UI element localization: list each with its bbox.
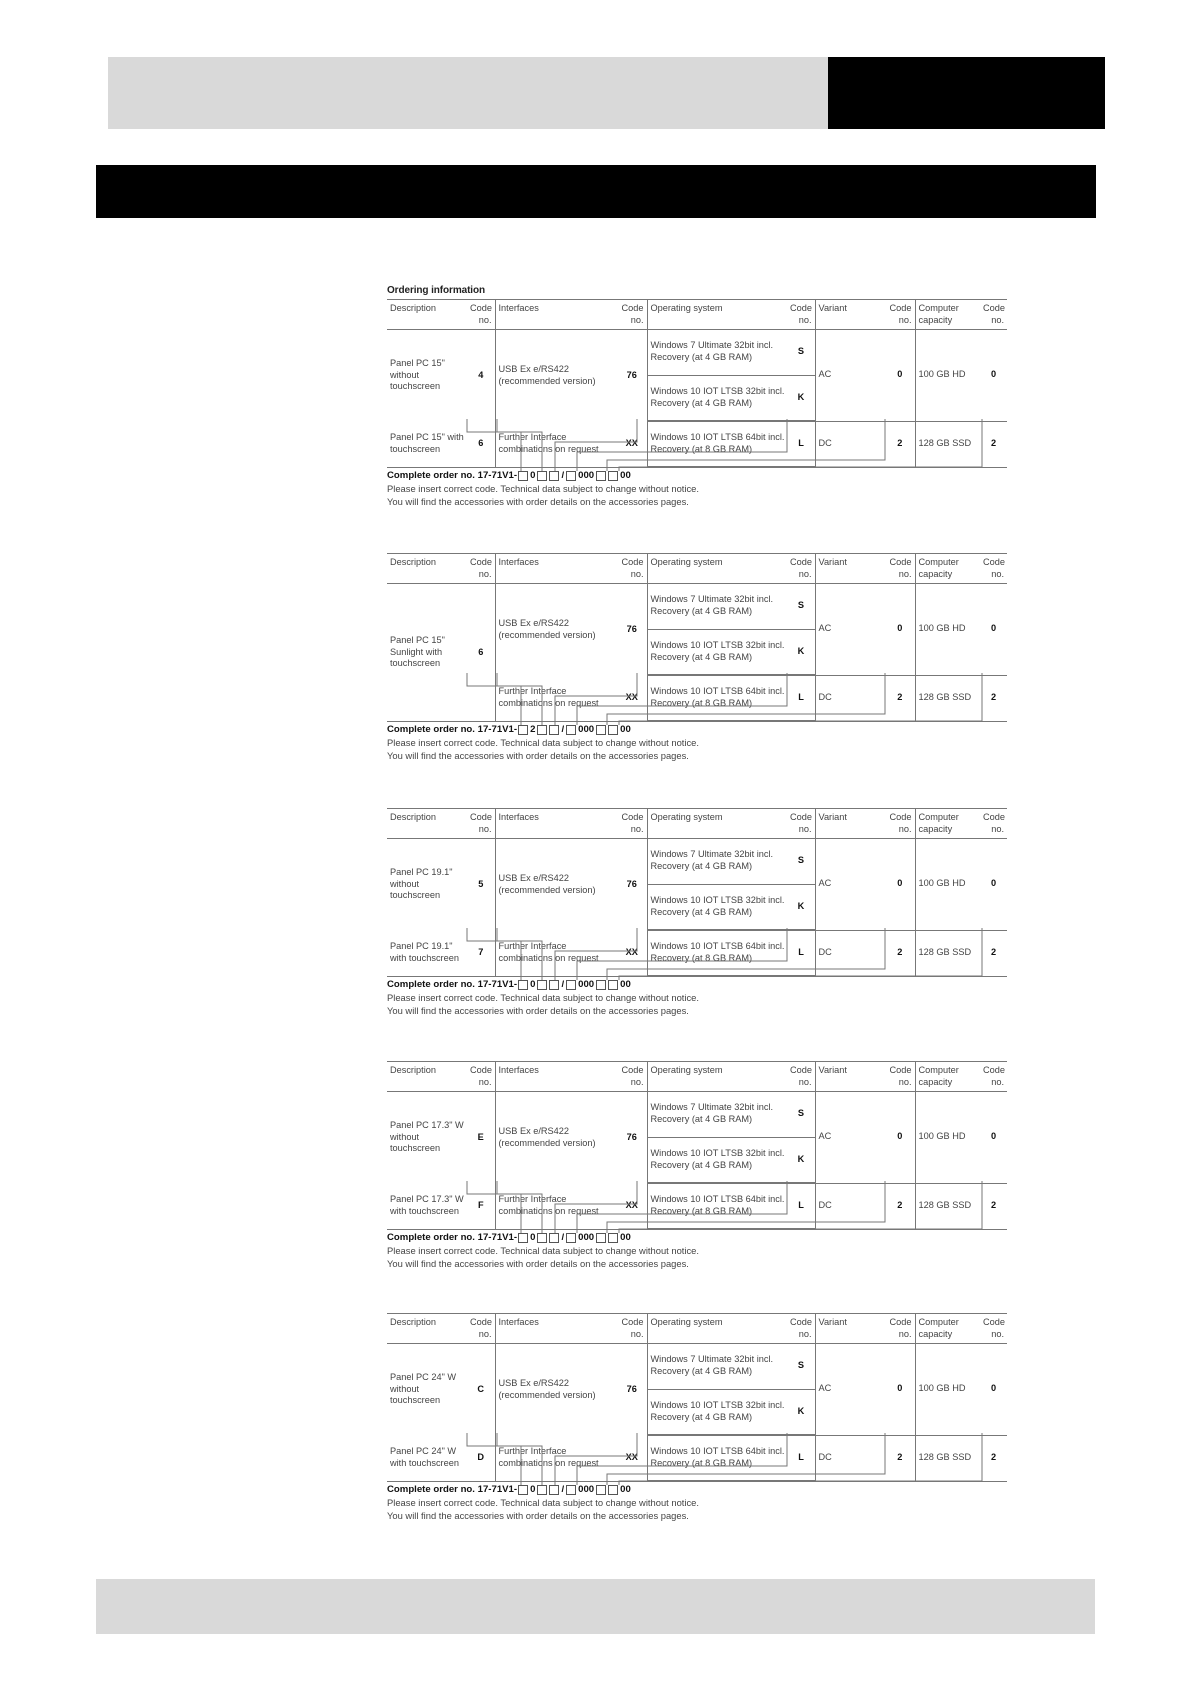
code-box-variant xyxy=(596,471,606,481)
note-insert-code: Please insert correct code. Technical data subject to change without notice. xyxy=(387,483,699,494)
capacity-cell: 100 GB HD xyxy=(915,1344,980,1436)
order-fixed-digit: 2 xyxy=(530,724,536,735)
description-cell: Panel PC 24" W with touchscreen xyxy=(387,1435,467,1482)
order-zeros: 000 xyxy=(578,1484,595,1495)
header-black-band xyxy=(828,57,1105,129)
os-option-code: L xyxy=(788,931,815,976)
os-option-code: L xyxy=(788,1184,815,1229)
col-header-code: Code no. xyxy=(617,1062,647,1092)
os-option-text: Windows 7 Ultimate 32bit incl. Recovery (at 4 GB RAM) xyxy=(648,584,788,629)
connector-line xyxy=(497,1433,542,1485)
connector-line xyxy=(467,673,521,725)
capacity-code: 0 xyxy=(980,584,1007,676)
col-header-os: Operating system xyxy=(647,554,787,584)
interface-cell: USB Ex e/RS422 (recommended version) xyxy=(495,330,617,422)
description-cell: Panel PC 19.1" without touchscreen xyxy=(390,866,453,901)
order-slash: / xyxy=(561,979,565,990)
order-prefix: Complete order no. 17-71V1- xyxy=(387,470,518,481)
connector-line xyxy=(555,1433,637,1485)
col-header-code: Code no. xyxy=(617,300,647,330)
col-header-code: Code no. xyxy=(885,809,915,839)
col-header-interfaces: Interfaces xyxy=(495,300,617,330)
title-bar xyxy=(96,165,1096,218)
connector-line xyxy=(577,673,787,725)
order-fixed-digit: 0 xyxy=(530,1232,536,1243)
order-zeros: 000 xyxy=(578,724,595,735)
col-header-variant: Variant xyxy=(815,809,885,839)
interface-cell: USB Ex e/RS422 (recommended version) xyxy=(495,1092,617,1184)
capacity-cell: 100 GB HD xyxy=(915,1092,980,1184)
interface-code: 76 xyxy=(626,878,637,889)
connector-line xyxy=(619,673,982,725)
code-box-description xyxy=(518,1485,528,1495)
code-box-interface-1 xyxy=(537,1485,547,1495)
col-header-code: Code no. xyxy=(617,1314,647,1344)
connector-line xyxy=(607,419,885,471)
interface-code: XX xyxy=(617,1435,647,1482)
col-header-os: Operating system xyxy=(647,809,787,839)
connector-line xyxy=(577,1181,787,1233)
code-box-interface-2 xyxy=(549,980,559,990)
col-header-code: Code no. xyxy=(787,809,815,839)
code-box-variant xyxy=(596,980,606,990)
os-option-text: Windows 7 Ultimate 32bit incl. Recovery (at 4 GB RAM) xyxy=(648,1344,788,1389)
variant-code: 2 xyxy=(885,930,915,977)
order-fixed-digit: 0 xyxy=(530,979,536,990)
col-header-capacity: Computer capacity xyxy=(915,809,980,839)
capacity-cell: 128 GB SSD xyxy=(915,1183,980,1230)
col-header-description: Description xyxy=(387,300,467,330)
order-block xyxy=(387,299,1007,534)
col-header-description: Description xyxy=(387,554,467,584)
col-header-code: Code no. xyxy=(980,554,1007,584)
order-prefix: Complete order no. 17-71V1- xyxy=(387,979,518,990)
connector-line xyxy=(577,419,787,471)
interface-cell: USB Ex e/RS422 (recommended version) xyxy=(495,1344,617,1436)
description-cell: Panel PC 15" without touchscreen xyxy=(390,357,445,392)
connector-line xyxy=(555,673,637,725)
description-code: D xyxy=(467,1435,495,1482)
order-slash: / xyxy=(561,724,565,735)
code-box-description xyxy=(518,980,528,990)
order-prefix: Complete order no. 17-71V1- xyxy=(387,724,518,735)
order-block xyxy=(387,553,1007,788)
connector-line xyxy=(619,928,982,980)
capacity-code: 0 xyxy=(980,1092,1007,1184)
complete-order-number xyxy=(387,1484,632,1495)
col-header-description: Description xyxy=(387,1314,467,1344)
col-header-code: Code no. xyxy=(617,554,647,584)
interface-code: XX xyxy=(617,1183,647,1230)
code-box-interface-1 xyxy=(537,1233,547,1243)
capacity-code: 2 xyxy=(980,675,1007,722)
code-box-interface-2 xyxy=(549,471,559,481)
col-header-interfaces: Interfaces xyxy=(495,1062,617,1092)
order-slash: / xyxy=(561,1232,565,1243)
os-option-code: S xyxy=(788,1344,815,1389)
col-header-code: Code no. xyxy=(885,300,915,330)
interface-cell: Further Interface combinations on request xyxy=(495,930,617,977)
order-prefix: Complete order no. 17-71V1- xyxy=(387,1232,518,1243)
col-header-code: Code no. xyxy=(467,809,495,839)
code-box-os xyxy=(566,471,576,481)
col-header-variant: Variant xyxy=(815,1062,885,1092)
description-code: F xyxy=(467,1183,495,1230)
col-header-code: Code no. xyxy=(467,554,495,584)
interface-cell: Further Interface combinations on request xyxy=(495,421,617,468)
variant-cell: AC xyxy=(815,330,885,422)
connector-line xyxy=(607,1181,885,1233)
connector-line xyxy=(577,1433,787,1485)
variant-cell: AC xyxy=(815,1344,885,1436)
os-option-text: Windows 7 Ultimate 32bit incl. Recovery (at 4 GB RAM) xyxy=(648,1092,788,1137)
col-header-code: Code no. xyxy=(467,300,495,330)
connector-line xyxy=(619,1433,982,1485)
os-option-code: L xyxy=(788,676,815,721)
code-box-os xyxy=(566,980,576,990)
col-header-description: Description xyxy=(387,809,467,839)
capacity-code: 0 xyxy=(980,330,1007,422)
col-header-code: Code no. xyxy=(467,1062,495,1092)
os-option-code: S xyxy=(788,584,815,629)
description-code: 7 xyxy=(467,930,495,977)
note-accessories: You will find the accessories with order details on the accessories pages. xyxy=(387,1510,689,1521)
col-header-variant: Variant xyxy=(815,1314,885,1344)
col-header-variant: Variant xyxy=(815,300,885,330)
description-code: 6 xyxy=(467,421,495,468)
description-cell: Panel PC 19.1" with touchscreen xyxy=(387,930,467,977)
complete-order-number xyxy=(387,979,632,990)
os-option-text: Windows 10 IOT LTSB 32bit incl. Recovery (at 4 GB RAM) xyxy=(648,629,788,674)
code-box-interface-1 xyxy=(537,725,547,735)
capacity-cell: 100 GB HD xyxy=(915,839,980,931)
col-header-os: Operating system xyxy=(647,1062,787,1092)
order-suffix: 00 xyxy=(620,724,631,735)
os-option-code: S xyxy=(788,1092,815,1137)
description-code: 4 xyxy=(478,369,484,380)
os-option-text: Windows 10 IOT LTSB 64bit incl. Recovery (at 8 GB RAM) xyxy=(648,676,788,721)
order-zeros: 000 xyxy=(578,470,595,481)
col-header-code: Code no. xyxy=(787,554,815,584)
os-option-text: Windows 10 IOT LTSB 64bit incl. Recovery (at 8 GB RAM) xyxy=(648,1436,788,1481)
order-prefix: Complete order no. 17-71V1- xyxy=(387,1484,518,1495)
note-accessories: You will find the accessories with order details on the accessories pages. xyxy=(387,750,689,761)
order-block xyxy=(387,1061,1007,1296)
col-header-code: Code no. xyxy=(617,809,647,839)
os-option-text: Windows 7 Ultimate 32bit incl. Recovery (at 4 GB RAM) xyxy=(648,330,788,375)
order-slash: / xyxy=(561,470,565,481)
code-box-os xyxy=(566,1485,576,1495)
code-box-interface-1 xyxy=(537,980,547,990)
connector-line xyxy=(497,419,542,471)
code-box-interface-2 xyxy=(549,725,559,735)
code-box-description xyxy=(518,725,528,735)
os-option-text: Windows 10 IOT LTSB 32bit incl. Recovery (at 4 GB RAM) xyxy=(648,884,788,929)
order-block xyxy=(387,1313,1007,1548)
connector-line xyxy=(555,1181,637,1233)
col-header-code: Code no. xyxy=(787,1062,815,1092)
capacity-code: 2 xyxy=(980,1435,1007,1482)
code-box-capacity xyxy=(608,471,618,481)
col-header-capacity: Computer capacity xyxy=(915,300,980,330)
note-accessories: You will find the accessories with order details on the accessories pages. xyxy=(387,496,689,507)
connector-line xyxy=(467,1181,521,1233)
col-header-os: Operating system xyxy=(647,1314,787,1344)
connector-line xyxy=(467,419,521,471)
col-header-capacity: Computer capacity xyxy=(915,554,980,584)
variant-cell: DC xyxy=(815,421,885,468)
note-insert-code: Please insert correct code. Technical data subject to change without notice. xyxy=(387,1497,699,1508)
col-header-code: Code no. xyxy=(885,1314,915,1344)
connector-line xyxy=(607,1433,885,1485)
variant-cell: DC xyxy=(815,1435,885,1482)
connector-line xyxy=(619,419,982,471)
capacity-cell: 100 GB HD xyxy=(915,584,980,676)
order-suffix: 00 xyxy=(620,1484,631,1495)
order-suffix: 00 xyxy=(620,1232,631,1243)
code-box-os xyxy=(566,1233,576,1243)
os-option-code: K xyxy=(788,629,815,674)
code-box-description xyxy=(518,471,528,481)
variant-cell: DC xyxy=(815,930,885,977)
col-header-code: Code no. xyxy=(885,1062,915,1092)
interface-code: 76 xyxy=(626,1383,637,1394)
code-box-interface-2 xyxy=(549,1485,559,1495)
os-option-code: K xyxy=(788,375,815,420)
interface-cell: Further Interface combinations on request xyxy=(495,675,617,722)
code-box-variant xyxy=(596,1485,606,1495)
connector-line xyxy=(555,928,637,980)
col-header-interfaces: Interfaces xyxy=(495,809,617,839)
interface-code: 76 xyxy=(626,369,637,380)
os-option-code: K xyxy=(788,884,815,929)
capacity-code: 0 xyxy=(980,839,1007,931)
complete-order-number xyxy=(387,1232,632,1243)
os-option-code: K xyxy=(788,1389,815,1434)
interface-cell: USB Ex e/RS422 (recommended version) xyxy=(495,584,617,676)
col-header-code: Code no. xyxy=(787,300,815,330)
order-zeros: 000 xyxy=(578,1232,595,1243)
note-insert-code: Please insert correct code. Technical data subject to change without notice. xyxy=(387,992,699,1003)
capacity-cell: 128 GB SSD xyxy=(915,930,980,977)
description-cell: Panel PC 17.3" W without touchscreen xyxy=(390,1119,464,1154)
connector-line xyxy=(577,928,787,980)
interface-code: XX xyxy=(617,675,647,722)
order-fixed-digit: 0 xyxy=(530,1484,536,1495)
os-option-code: S xyxy=(788,330,815,375)
order-block xyxy=(387,808,1007,1043)
code-box-interface-2 xyxy=(549,1233,559,1243)
col-header-code: Code no. xyxy=(885,554,915,584)
description-code: 6 xyxy=(467,584,495,722)
os-option-code: L xyxy=(788,422,815,467)
connector-line xyxy=(497,1181,542,1233)
os-option-text: Windows 10 IOT LTSB 64bit incl. Recovery (at 8 GB RAM) xyxy=(648,422,788,467)
capacity-code: 2 xyxy=(980,421,1007,468)
col-header-capacity: Computer capacity xyxy=(915,1062,980,1092)
capacity-cell: 128 GB SSD xyxy=(915,421,980,468)
description-code: C xyxy=(477,1383,485,1394)
description-cell: Panel PC 15" Sunlight with touchscreen xyxy=(387,584,467,722)
description-code: 5 xyxy=(478,878,484,889)
code-box-variant xyxy=(596,725,606,735)
capacity-code: 2 xyxy=(980,1183,1007,1230)
header-grey-band xyxy=(108,57,828,129)
col-header-variant: Variant xyxy=(815,554,885,584)
col-header-code: Code no. xyxy=(980,1062,1007,1092)
capacity-cell: 128 GB SSD xyxy=(915,1435,980,1482)
connector-line xyxy=(555,419,637,471)
variant-code: 0 xyxy=(885,1344,915,1436)
order-slash: / xyxy=(561,1484,565,1495)
variant-code: 0 xyxy=(885,839,915,931)
variant-code: 2 xyxy=(885,675,915,722)
interface-code: 76 xyxy=(626,623,637,634)
variant-code: 2 xyxy=(885,1435,915,1482)
order-fixed-digit: 0 xyxy=(530,470,536,481)
variant-code: 0 xyxy=(885,584,915,676)
connector-line xyxy=(607,673,885,725)
code-box-variant xyxy=(596,1233,606,1243)
os-option-text: Windows 7 Ultimate 32bit incl. Recovery (at 4 GB RAM) xyxy=(648,839,788,884)
code-box-os xyxy=(566,725,576,735)
code-box-interface-1 xyxy=(537,471,547,481)
description-cell: Panel PC 17.3" W with touchscreen xyxy=(387,1183,467,1230)
complete-order-number xyxy=(387,724,632,735)
os-option-text: Windows 10 IOT LTSB 32bit incl. Recovery (at 4 GB RAM) xyxy=(648,1137,788,1182)
os-option-text: Windows 10 IOT LTSB 32bit incl. Recovery (at 4 GB RAM) xyxy=(648,1389,788,1434)
variant-cell: DC xyxy=(815,675,885,722)
description-cell: Panel PC 15" with touchscreen xyxy=(387,421,467,468)
os-option-text: Windows 10 IOT LTSB 32bit incl. Recovery (at 4 GB RAM) xyxy=(648,375,788,420)
variant-cell: DC xyxy=(815,1183,885,1230)
capacity-code: 0 xyxy=(980,1344,1007,1436)
connector-line xyxy=(497,928,542,980)
variant-code: 0 xyxy=(885,330,915,422)
note-accessories: You will find the accessories with order details on the accessories pages. xyxy=(387,1005,689,1016)
order-suffix: 00 xyxy=(620,470,631,481)
interface-cell: USB Ex e/RS422 (recommended version) xyxy=(495,839,617,931)
col-header-code: Code no. xyxy=(980,300,1007,330)
note-accessories: You will find the accessories with order details on the accessories pages. xyxy=(387,1258,689,1269)
col-header-code: Code no. xyxy=(980,1314,1007,1344)
code-box-description xyxy=(518,1233,528,1243)
capacity-cell: 128 GB SSD xyxy=(915,675,980,722)
code-box-capacity xyxy=(608,1485,618,1495)
code-box-capacity xyxy=(608,980,618,990)
col-header-code: Code no. xyxy=(980,809,1007,839)
col-header-description: Description xyxy=(387,1062,467,1092)
col-header-capacity: Computer capacity xyxy=(915,1314,980,1344)
connector-line xyxy=(497,673,542,725)
variant-cell: AC xyxy=(815,584,885,676)
description-code: E xyxy=(477,1131,484,1142)
os-option-text: Windows 10 IOT LTSB 64bit incl. Recovery (at 8 GB RAM) xyxy=(648,1184,788,1229)
section-heading: Ordering information xyxy=(387,285,486,296)
variant-code: 0 xyxy=(885,1092,915,1184)
variant-code: 2 xyxy=(885,1183,915,1230)
variant-cell: AC xyxy=(815,1092,885,1184)
note-insert-code: Please insert correct code. Technical data subject to change without notice. xyxy=(387,737,699,748)
col-header-interfaces: Interfaces xyxy=(495,554,617,584)
connector-line xyxy=(467,928,521,980)
col-header-code: Code no. xyxy=(787,1314,815,1344)
variant-cell: AC xyxy=(815,839,885,931)
variant-code: 2 xyxy=(885,421,915,468)
interface-code: XX xyxy=(617,421,647,468)
os-option-code: S xyxy=(788,839,815,884)
complete-order-number xyxy=(387,470,632,481)
note-insert-code: Please insert correct code. Technical data subject to change without notice. xyxy=(387,1245,699,1256)
os-option-code: L xyxy=(788,1436,815,1481)
code-box-capacity xyxy=(608,1233,618,1243)
col-header-code: Code no. xyxy=(467,1314,495,1344)
col-header-os: Operating system xyxy=(647,300,787,330)
order-suffix: 00 xyxy=(620,979,631,990)
col-header-interfaces: Interfaces xyxy=(495,1314,617,1344)
code-box-capacity xyxy=(608,725,618,735)
description-cell: Panel PC 24" W without touchscreen xyxy=(390,1371,457,1406)
interface-code: XX xyxy=(617,930,647,977)
connector-line xyxy=(607,928,885,980)
footer-bar xyxy=(96,1579,1095,1634)
interface-cell: Further Interface combinations on request xyxy=(495,1435,617,1482)
interface-code: 76 xyxy=(626,1131,637,1142)
connector-line xyxy=(619,1181,982,1233)
os-option-code: K xyxy=(788,1137,815,1182)
os-option-text: Windows 10 IOT LTSB 64bit incl. Recovery (at 8 GB RAM) xyxy=(648,931,788,976)
order-zeros: 000 xyxy=(578,979,595,990)
connector-line xyxy=(467,1433,521,1485)
interface-cell: Further Interface combinations on request xyxy=(495,1183,617,1230)
capacity-code: 2 xyxy=(980,930,1007,977)
capacity-cell: 100 GB HD xyxy=(915,330,980,422)
